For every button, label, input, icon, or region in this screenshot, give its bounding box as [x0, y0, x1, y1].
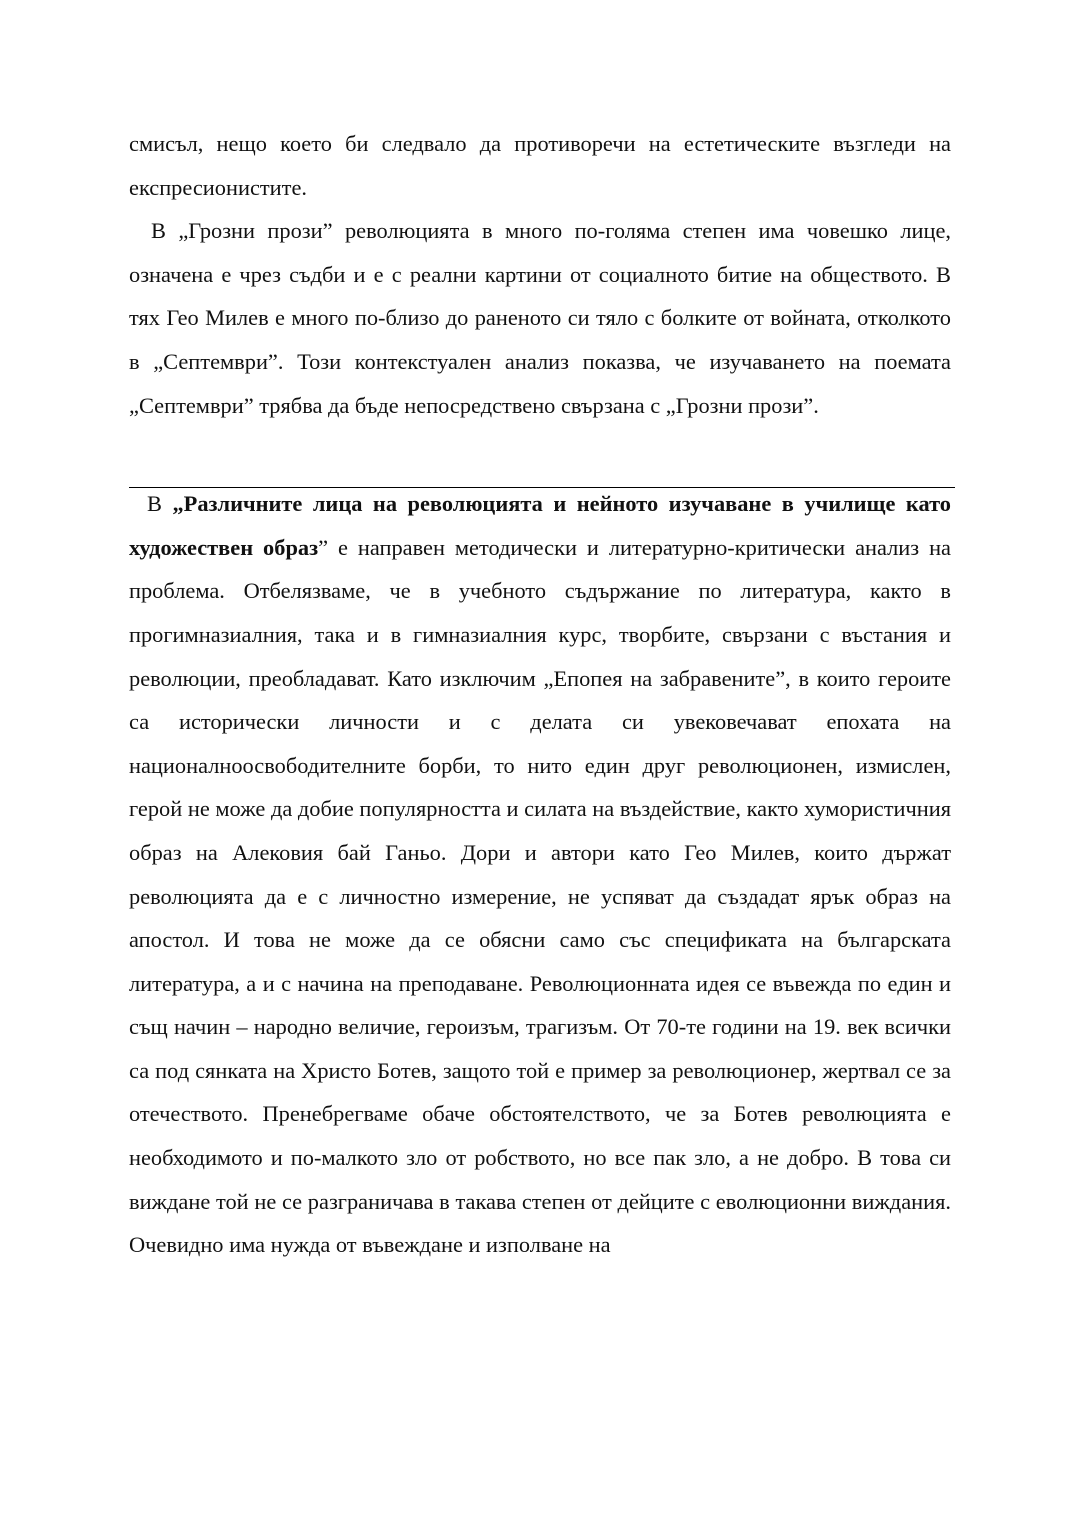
paragraph-continuation: смисъл, нещо което би следвало да противоречи на естетическите възгледи на експресионистите. [129, 131, 951, 200]
paragraph-section [129, 482, 951, 1267]
section-bold-title: „Различните лица на революцията и нейното изучаване в училище като художествен образ [129, 491, 951, 560]
paragraph-grozni-prozi: В „Грозни прози” революцията в много по-голяма степен има човешко лице, означена е чрез съдби и е с реални картини от социалното битие на обществото. В тях Гео Милев е много по-близо до раненото си тяло с болките от войната, отколкото в „Септември”. Този контекстуален анализ показва, че изучаването на поемата „Септември” трябва да бъде непосредствено свързана с „Грозни прози”. [129, 218, 951, 418]
paragraph-spacer [129, 427, 951, 487]
section-body: ” е направен методически и литературно-критически анализ на проблема. Отбелязваме, че в учебното съдържание по литература, както в прогимназиалния, така и в гимназиалния курс, творбите, свързани с въстания и революции, преобладават. Като изключим „Епопея на забравените”, в които героите са исторически личности и с делата си увековечават епохата на националноосвободителните борби, то нито един друг революционен, измислен, герой не може да добие популярността и силата на въздействие, както хумористичния образ на Алековия бай Ганьо. Дори и автори като Гео Милев, които държат революцията да е с личностно измерение, не успяват да създадат ярък образ на апостол. И това не може да се обясни само със спецификата на българската литература, а и с начина на преподаване. Революционната идея се въвежда по един и същ начин – народно величие, героизъм, трагизъм. От 70-те години на 19. век всички са под сянката на Христо Ботев, защото той е пример за революционер, жертвал се за отечеството. Пренебрегваме обаче обстоятелството, че за Ботев революцията е необходимото и по-малкото зло от робството, но все пак зло, а не добро. В това си виждане той не се разграничава в такава степен от дейците с еволюционни виждания. Очевидно има нужда от въвеждане и изполване на [129, 534, 951, 1258]
document-page [129, 122, 951, 1267]
section-prefix: В [147, 491, 173, 517]
